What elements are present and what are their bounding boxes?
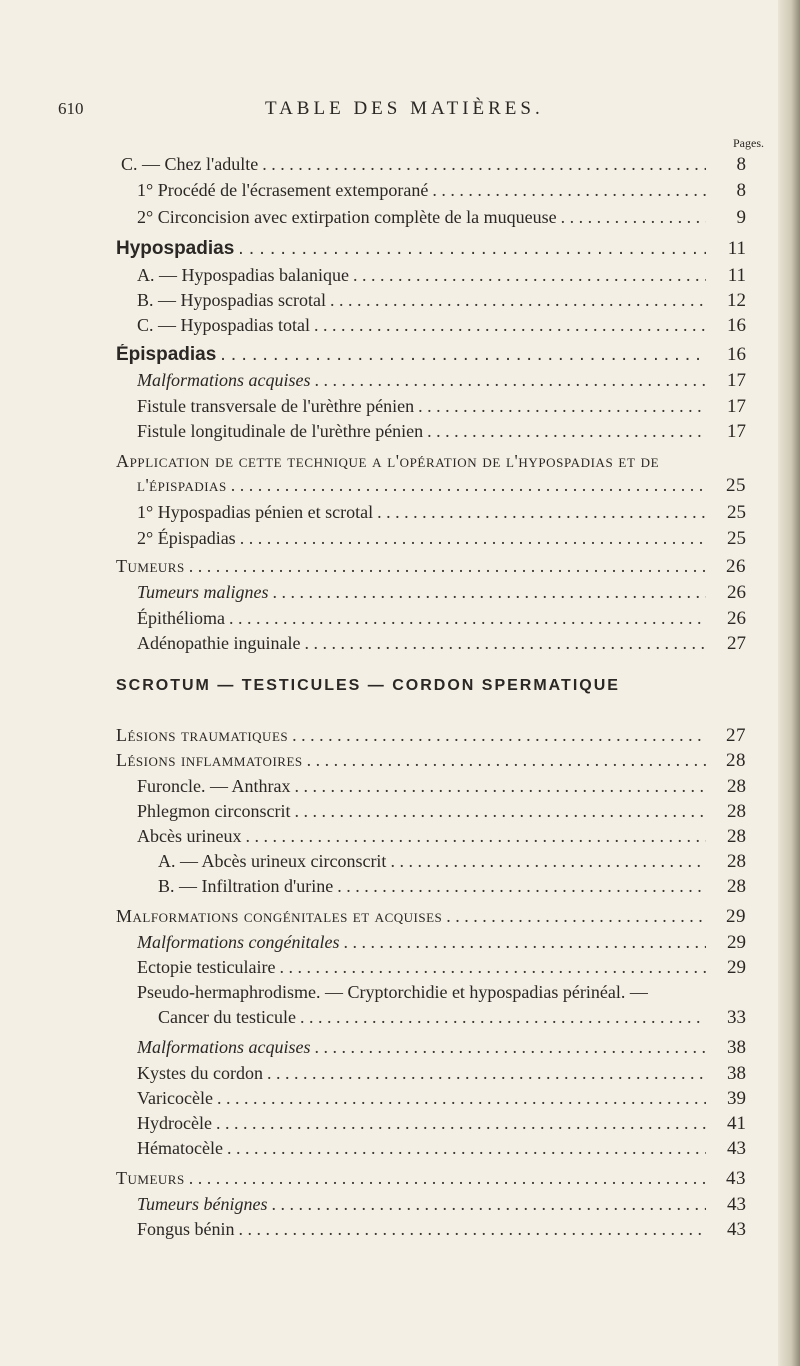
toc-entry-page: 38 xyxy=(727,1063,746,1084)
toc-entry xyxy=(137,1063,746,1085)
toc-entry-label: 2° Circoncision avec extirpation complète de la muqueuse xyxy=(137,207,557,227)
toc-entry-label: Tumeurs bénignes xyxy=(137,1194,268,1214)
toc-entry-page: 25 xyxy=(727,528,746,549)
toc-entry-label: Épispadias xyxy=(116,344,217,365)
toc-entry-page: 17 xyxy=(727,421,746,442)
toc-entry xyxy=(137,207,746,229)
toc-entry xyxy=(137,826,746,848)
page-edge xyxy=(778,0,800,1366)
leader-dots xyxy=(296,1007,706,1028)
toc-entry-page: 12 xyxy=(727,290,746,311)
toc-entry-label: Furoncle. — Anthrax xyxy=(137,776,291,796)
toc-entry-label: Malformations congénitales et acquises xyxy=(116,906,443,926)
leader-dots xyxy=(442,906,706,927)
toc-entry xyxy=(116,750,746,772)
toc-entry-label: Phlegmon circonscrit xyxy=(137,801,291,821)
leader-dots xyxy=(339,932,706,953)
running-head: TABLE DES MATIÈRES. xyxy=(265,98,544,119)
toc-entry xyxy=(137,315,746,337)
toc-entry-page: 43 xyxy=(727,1219,746,1240)
toc-entry-page: 17 xyxy=(727,396,746,417)
toc-entry-page: 17 xyxy=(727,370,746,391)
toc-entry-label: Tumeurs xyxy=(116,1168,185,1188)
toc-entry xyxy=(137,421,746,443)
toc-entry-label: Fistule longitudinale de l'urèthre pénien xyxy=(137,421,424,441)
toc-entry-label: Lésions traumatiques xyxy=(116,725,289,745)
toc-entry xyxy=(137,582,746,604)
toc-entry xyxy=(116,725,746,747)
toc-entry-page: 28 xyxy=(727,876,746,897)
toc-entry-page: 9 xyxy=(736,207,746,228)
leader-dots xyxy=(373,502,706,523)
toc-entry xyxy=(116,344,746,366)
toc-entry-label: 2° Épispadias xyxy=(137,528,236,548)
leader-dots xyxy=(216,344,706,366)
toc-entry-page: 28 xyxy=(727,851,746,872)
toc-entry-label: B. — Infiltration d'urine xyxy=(158,876,334,896)
leader-dots xyxy=(290,776,706,797)
toc-entry xyxy=(158,1007,746,1029)
toc-entry xyxy=(121,154,746,176)
toc-entry-label: A. — Hypospadias balanique xyxy=(137,265,349,285)
leader-dots xyxy=(269,582,706,603)
leader-dots xyxy=(288,725,706,746)
toc-entry xyxy=(137,475,746,497)
toc-entry-page: 27 xyxy=(727,633,746,654)
toc-entry-page: 43 xyxy=(726,1168,746,1189)
toc-entry-label: B. — Hypospadias scrotal xyxy=(137,290,326,310)
leader-dots xyxy=(310,315,706,336)
toc-entry-label: Varicocèle xyxy=(137,1088,213,1108)
leader-dots xyxy=(225,608,706,629)
toc-entry xyxy=(137,1088,746,1110)
leader-dots xyxy=(557,207,706,228)
toc-entry-label: Malformations acquises xyxy=(137,1037,311,1057)
toc-entry xyxy=(137,370,746,392)
toc-entry xyxy=(137,957,746,979)
toc-entry-page: 29 xyxy=(727,957,746,978)
toc-entry-label: Fistule transversale de l'urèthre pénien xyxy=(137,396,415,416)
leader-dots xyxy=(212,1113,706,1134)
leader-dots xyxy=(303,750,706,771)
leader-dots xyxy=(227,475,706,496)
toc-entry-page: 8 xyxy=(736,154,746,175)
leader-dots xyxy=(258,154,706,175)
toc-entry xyxy=(137,1138,746,1160)
toc-entry-label: Malformations acquises xyxy=(137,370,311,390)
toc-entry xyxy=(158,876,746,898)
leader-dots xyxy=(235,1219,706,1240)
page-number: 610 xyxy=(58,99,84,118)
toc-entry xyxy=(116,1168,746,1190)
leader-dots xyxy=(185,1168,706,1189)
pages-column-label: Pages. xyxy=(733,136,764,150)
toc-entry-page: 41 xyxy=(727,1113,746,1134)
toc-entry-page: 28 xyxy=(726,750,746,771)
application-heading-line1: Application de cette technique a l'opération de l'hypospadias et de xyxy=(116,451,660,471)
toc-entry-label: Hématocèle xyxy=(137,1138,223,1158)
toc-entry-label: Hypospadias xyxy=(116,238,235,259)
toc-entry-page: 26 xyxy=(727,582,746,603)
toc-entry-page: 33 xyxy=(727,1007,746,1028)
leader-dots xyxy=(263,1063,706,1084)
leader-dots xyxy=(268,1194,707,1215)
toc-entry-label: A. — Abcès urineux circonscrit xyxy=(158,851,387,871)
toc-entry xyxy=(137,801,746,823)
toc-entry-label: C. — Hypospadias total xyxy=(137,315,310,335)
toc-entry-label: Tumeurs xyxy=(116,556,185,576)
toc-entry xyxy=(137,776,746,798)
toc-entry-page: 25 xyxy=(727,502,746,523)
toc-entry-label: Fongus bénin xyxy=(137,1219,235,1239)
leader-dots xyxy=(386,851,706,872)
toc-entry-page: 26 xyxy=(726,556,746,577)
toc-entry-label: Pseudo-hermaphrodisme. — Cryptorchidie et hypospadias périnéal. — xyxy=(137,982,648,1002)
toc-entry-label: Hydrocèle xyxy=(137,1113,212,1133)
leader-dots xyxy=(311,370,707,391)
toc-entry-page: 26 xyxy=(727,608,746,629)
toc-entry-label: Cancer du testicule xyxy=(158,1007,296,1027)
toc-entry-label: Ectopie testiculaire xyxy=(137,957,276,977)
toc-entry xyxy=(137,608,746,630)
leader-dots xyxy=(333,876,706,897)
leader-dots xyxy=(290,801,706,822)
leader-dots xyxy=(213,1088,706,1109)
toc-entry xyxy=(116,556,746,578)
toc-entry-page: 39 xyxy=(727,1088,746,1109)
leader-dots xyxy=(423,421,706,442)
toc-entry-page: 29 xyxy=(727,932,746,953)
toc-entry-page: 29 xyxy=(726,906,746,927)
leader-dots xyxy=(326,290,706,311)
toc-entry-page: 11 xyxy=(727,265,746,286)
toc-entry-page: 28 xyxy=(727,826,746,847)
toc-entry-label: Épithélioma xyxy=(137,608,225,628)
leader-dots xyxy=(241,826,706,847)
toc-entry xyxy=(158,851,746,873)
leader-dots xyxy=(185,556,706,577)
toc-entry xyxy=(137,633,746,655)
toc-entry xyxy=(137,502,746,524)
toc-entry xyxy=(137,180,746,202)
toc-entry xyxy=(137,1113,746,1135)
leader-dots xyxy=(414,396,706,417)
toc-entry-page: 8 xyxy=(736,180,746,201)
toc-entry-page: 16 xyxy=(727,344,746,365)
toc-entry xyxy=(137,932,746,954)
toc-entry-label: C. — Chez l'adulte xyxy=(121,154,259,174)
toc-entry-page: 25 xyxy=(726,475,746,496)
leader-dots xyxy=(428,180,706,201)
toc-entry-page: 38 xyxy=(727,1037,746,1058)
leader-dots xyxy=(236,528,706,549)
toc-entry-page: 11 xyxy=(727,238,746,259)
toc-entry-page: 28 xyxy=(727,776,746,797)
toc-entry-label: Abcès urineux xyxy=(137,826,242,846)
toc-entry-label: 1° Procédé de l'écrasement extemporané xyxy=(137,180,429,200)
toc-entry-label: Adénopathie inguinale xyxy=(137,633,301,653)
toc-entry xyxy=(137,265,746,287)
toc-entry xyxy=(137,396,746,418)
toc-entry xyxy=(116,238,746,260)
toc-entry xyxy=(137,1219,746,1241)
toc-entry xyxy=(116,906,746,928)
toc-entry-label: Lésions inflammatoires xyxy=(116,750,303,770)
leader-dots xyxy=(349,265,706,286)
toc-entry-label: Kystes du cordon xyxy=(137,1063,263,1083)
leader-dots xyxy=(275,957,706,978)
section-title: SCROTUM — TESTICULES — CORDON SPERMATIQUE xyxy=(116,677,620,694)
leader-dots xyxy=(311,1037,707,1058)
toc-entry-label: Tumeurs malignes xyxy=(137,582,269,602)
toc-entry xyxy=(137,1037,746,1059)
toc-entry-page: 28 xyxy=(727,801,746,822)
toc-entry-page: 27 xyxy=(726,725,746,746)
toc-entry-line1 xyxy=(137,982,746,1003)
toc-entry xyxy=(137,1194,746,1216)
toc-entry-label: Malformations congénitales xyxy=(137,932,340,952)
toc-entry-page: 16 xyxy=(727,315,746,336)
toc-entry xyxy=(137,528,746,550)
leader-dots xyxy=(300,633,706,654)
application-heading-line2: l'épispadias xyxy=(137,475,227,495)
toc-entry-page: 43 xyxy=(727,1194,746,1215)
toc-entry-page: 43 xyxy=(727,1138,746,1159)
toc-entry xyxy=(137,290,746,312)
toc-entry-label: 1° Hypospadias pénien et scrotal xyxy=(137,502,374,522)
leader-dots xyxy=(223,1138,706,1159)
leader-dots xyxy=(234,238,706,260)
